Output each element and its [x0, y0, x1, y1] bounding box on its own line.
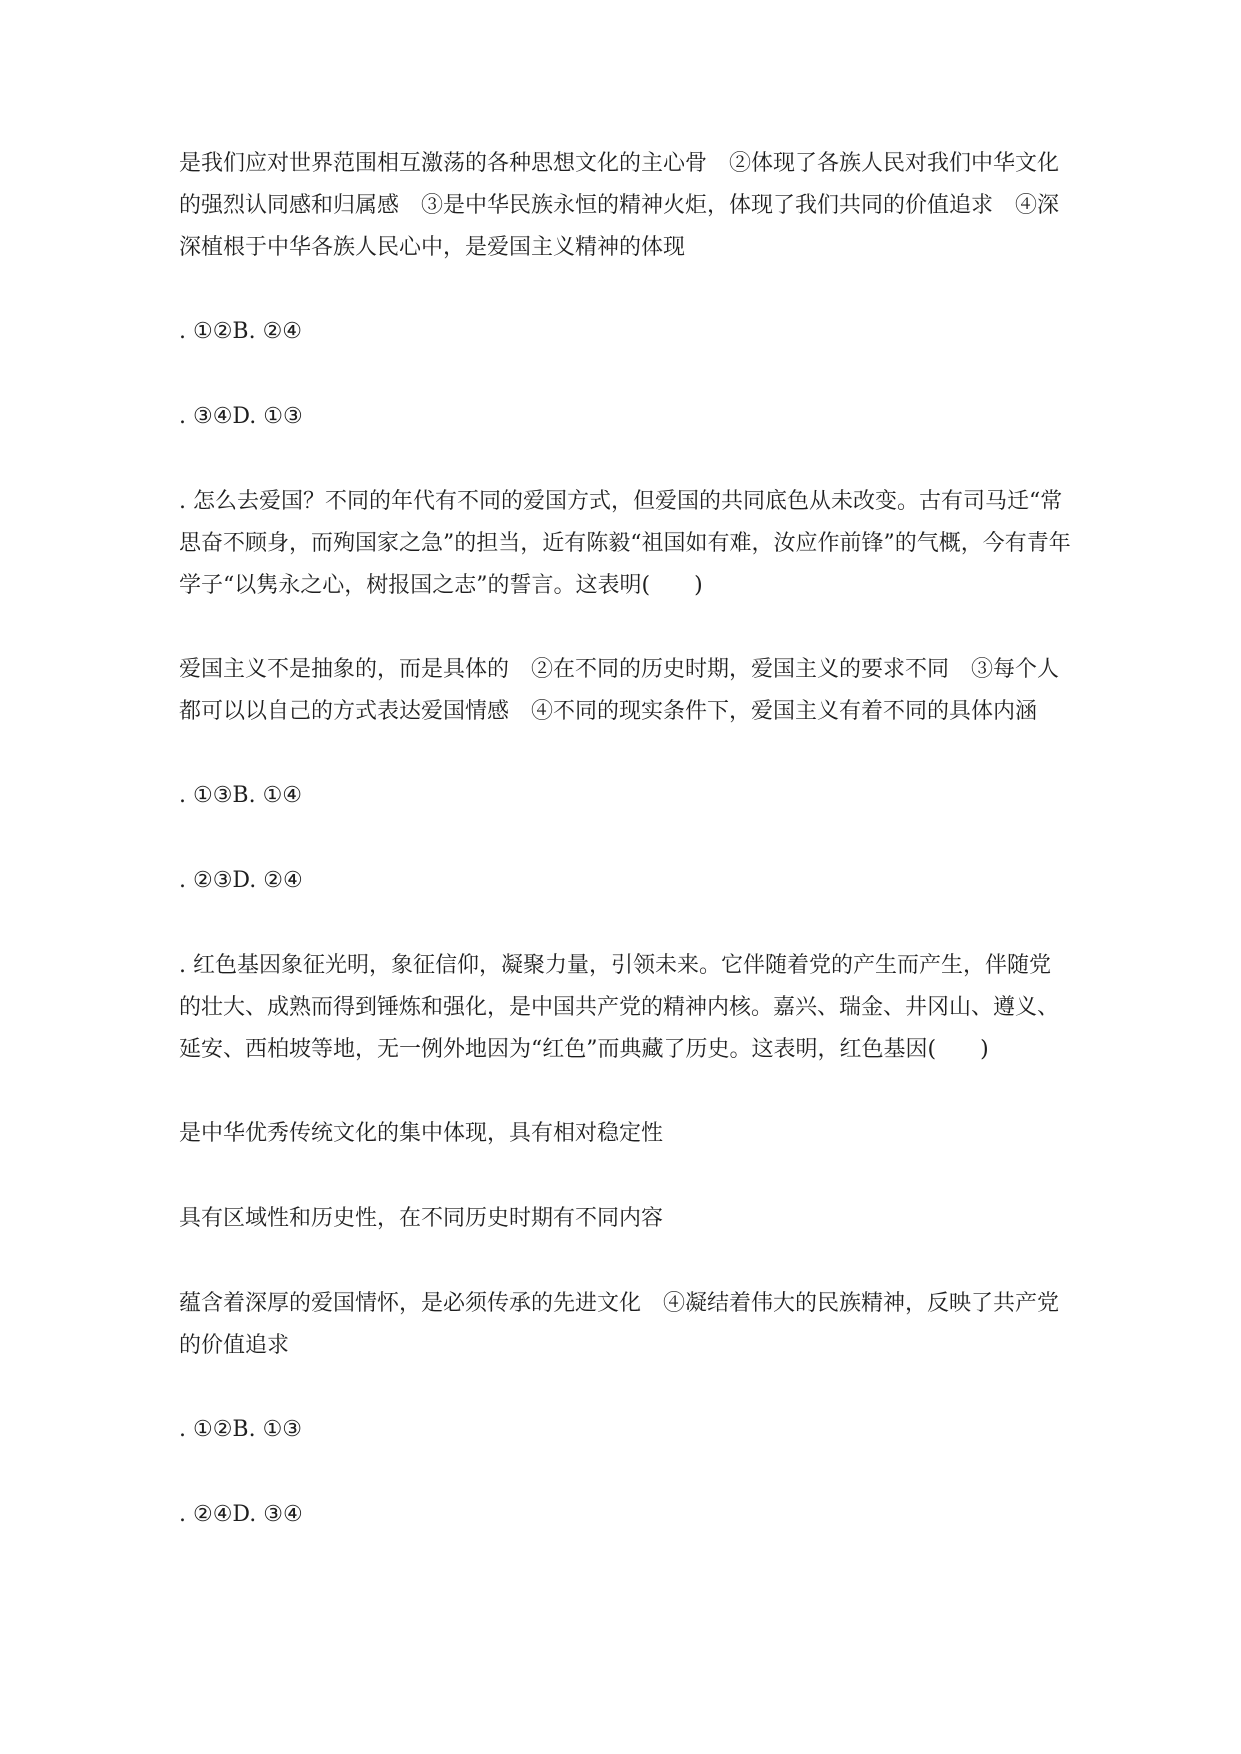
statement-1: 是中华优秀传统文化的集中体现，具有相对稳定性: [179, 1121, 664, 1146]
answer-options-row-1: . ①②B. ①③: [179, 1417, 303, 1442]
question-statements-paragraph: 爱国主义不是抽象的，而是具体的 ②在不同的历史时期，爱国主义的要求不同 ③每个人都可以以自己的方式表达爱国情感 ④不同的现实条件下，爱国主义有着不同的具体内涵: [179, 657, 1060, 724]
answer-options-row-1: . ①③B. ①④: [179, 783, 303, 808]
answer-options-row-2: . ②③D. ②④: [179, 868, 303, 893]
answer-options-row-2: . ②④D. ③④: [179, 1502, 303, 1527]
statement-3-4: 蕴含着深厚的爱国情怀，是必须传承的先进文化 ④凝结着伟大的民族精神，反映了共产党的价值追求: [179, 1291, 1060, 1358]
statement-2: 具有区域性和历史性，在不同历史时期有不同内容: [179, 1206, 664, 1231]
answer-options-row-1: . ①②B. ②④: [179, 319, 303, 344]
question-stem-red-gene: . 红色基因象征光明，象征信仰，凝聚力量，引领未来。它伴随着党的产生而产生，伴随党的壮大、成熟而得到锤炼和强化，是中国共产党的精神内核。嘉兴、瑞金、井冈山、遵义、延安、西柏坡等地，无一例外地因为“红色”而典藏了历史。这表明，红色基因( ): [179, 953, 1060, 1062]
answer-options-row-2: . ③④D. ①③: [179, 404, 303, 429]
question-statements-paragraph: 是我们应对世界范围相互激荡的各种思想文化的主心骨 ②体现了各族人民对我们中华文化的强烈认同感和归属感 ③是中华民族永恒的精神火炬，体现了我们共同的价值追求 ④深深植根于中华各族人民心中，是爱国主义精神的体现: [179, 151, 1060, 260]
question-stem-patriotism: . 怎么去爱国？不同的年代有不同的爱国方式，但爱国的共同底色从未改变。古有司马迁“常思奋不顾身，而殉国家之急”的担当，近有陈毅“祖国如有难，汝应作前锋”的气概，今有青年学子“以隽永之心，树报国之志”的誓言。这表明( ): [179, 489, 1071, 598]
